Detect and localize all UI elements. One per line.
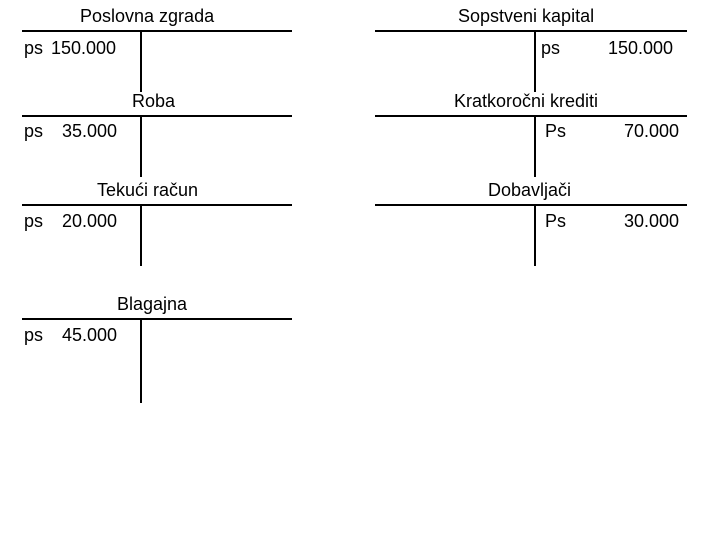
opening-balance-label: ps bbox=[24, 325, 44, 345]
account-title: Poslovna zgrada bbox=[80, 6, 215, 26]
opening-balance-amount: 150.000 bbox=[51, 38, 117, 58]
t-account-divider bbox=[140, 115, 142, 177]
opening-balance-label: Ps bbox=[545, 211, 567, 231]
t-account-divider bbox=[140, 204, 142, 266]
account-title: Sopstveni kapital bbox=[458, 6, 595, 26]
t-account-top-line bbox=[22, 115, 292, 117]
t-account-top-line bbox=[375, 204, 687, 206]
account-title: Roba bbox=[132, 91, 176, 111]
t-account-divider bbox=[534, 30, 536, 92]
t-account-top-line bbox=[22, 204, 292, 206]
opening-balance-label: ps bbox=[24, 211, 44, 231]
opening-balance-amount: 70.000 bbox=[624, 121, 680, 141]
account-title: Blagajna bbox=[117, 294, 188, 314]
account-title: Kratkoročni krediti bbox=[454, 91, 599, 111]
account-title: Tekući račun bbox=[97, 180, 199, 200]
opening-balance-amount: 35.000 bbox=[62, 121, 118, 141]
t-account-divider bbox=[140, 318, 142, 403]
account-title: Dobavljači bbox=[488, 180, 572, 200]
t-account-top-line bbox=[375, 115, 687, 117]
opening-balance-amount: 30.000 bbox=[624, 211, 680, 231]
opening-balance-amount: 20.000 bbox=[62, 211, 118, 231]
opening-balance-label: Ps bbox=[545, 121, 567, 141]
t-account-top-line bbox=[375, 30, 687, 32]
t-account-top-line bbox=[22, 318, 292, 320]
t-account-divider bbox=[534, 115, 536, 177]
t-account-divider bbox=[140, 30, 142, 92]
opening-balance-label: ps bbox=[24, 121, 44, 141]
opening-balance-label: ps bbox=[541, 38, 561, 58]
opening-balance-label: ps bbox=[24, 38, 44, 58]
opening-balance-amount: 150.000 bbox=[608, 38, 674, 58]
t-account-divider bbox=[534, 204, 536, 266]
t-account-top-line bbox=[22, 30, 292, 32]
opening-balance-amount: 45.000 bbox=[62, 325, 118, 345]
